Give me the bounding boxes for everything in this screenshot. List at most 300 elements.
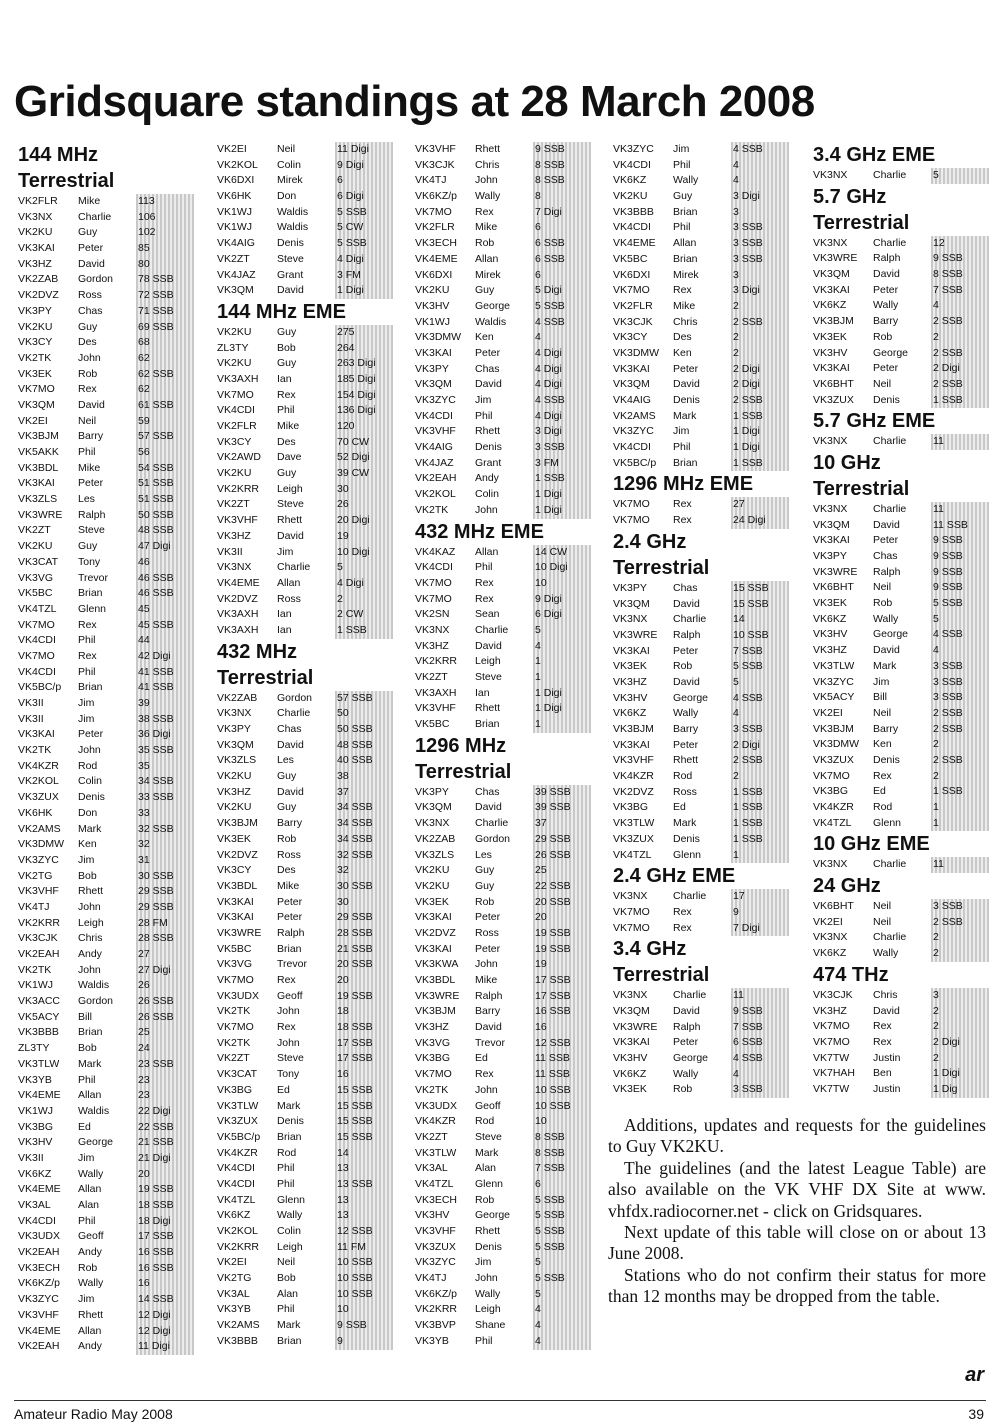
grid-count: 6	[533, 1177, 591, 1193]
grid-count: 30 SSB	[136, 869, 194, 885]
table-row	[613, 706, 753, 722]
operator-name: Wally	[475, 1287, 501, 1300]
callsign: VK2FLR	[18, 195, 58, 207]
operator-name: Rhett	[277, 514, 303, 527]
operator-name: Neil	[873, 581, 892, 594]
operator-name: David	[873, 268, 900, 281]
operator-name: Leigh	[78, 916, 104, 929]
grid-count: 22 Digi	[136, 1104, 194, 1120]
table-row	[415, 639, 544, 655]
grid-count: 5 SSB	[533, 1208, 591, 1224]
grid-count: 62 SSB	[136, 367, 194, 383]
column-2	[217, 142, 376, 1350]
grid-count: 2 Digi	[931, 361, 989, 377]
table-row	[415, 1051, 570, 1067]
grid-count: 28 SSB	[136, 931, 194, 947]
grid-count: 11	[931, 502, 989, 518]
grid-count: 15 SSB	[335, 1083, 393, 1099]
callsign: VK2KU	[613, 190, 648, 203]
table-row	[217, 419, 355, 435]
operator-name: Rod	[673, 770, 693, 783]
table-row	[613, 299, 753, 315]
table-row	[813, 549, 963, 565]
operator-name: Ralph	[873, 565, 901, 578]
grid-count: 17 SSB	[335, 1036, 393, 1052]
grid-count: 10	[533, 576, 591, 592]
grid-count: 16 SSB	[136, 1261, 194, 1277]
table-row	[813, 769, 939, 785]
table-row	[415, 1255, 544, 1271]
table-row	[415, 1177, 544, 1193]
table-row	[415, 158, 565, 174]
table-row	[613, 1035, 763, 1051]
grid-count: 1 SSB	[731, 800, 789, 816]
callsign: VK6KZ	[613, 707, 647, 720]
callsign: VK5AKK	[18, 446, 59, 458]
table-row	[217, 816, 373, 832]
table-row	[415, 440, 565, 456]
callsign: VK3HV	[613, 691, 648, 704]
operator-name: Leigh	[475, 1303, 501, 1316]
grid-count: 46	[136, 555, 194, 571]
grid-count: 7 Digi	[731, 921, 789, 937]
grid-count: 263 Digi	[335, 356, 393, 372]
callsign: VK2DVZ	[613, 785, 654, 798]
grid-count: 23	[136, 1073, 194, 1089]
operator-name: Jim	[475, 1256, 492, 1269]
table-row	[217, 545, 370, 561]
operator-name: Bob	[277, 1272, 296, 1285]
table-row	[415, 816, 547, 832]
operator-name: Allan	[475, 252, 499, 265]
table-row	[415, 560, 568, 576]
grid-count: 4 Digi	[335, 252, 393, 268]
callsign: VK2EAH	[18, 1340, 60, 1353]
grid-count: 8 SSB	[533, 1146, 591, 1162]
callsign: VK2KU	[217, 325, 252, 338]
grid-count: 10 SSB	[335, 1287, 393, 1303]
operator-name: David	[673, 378, 700, 391]
grid-count: 6 SSB	[731, 1035, 789, 1051]
operator-name: Geoff	[78, 1230, 104, 1243]
table-row	[613, 409, 763, 425]
operator-name: Andy	[78, 1246, 102, 1259]
callsign: VK4CDI	[217, 1162, 255, 1175]
grid-count: 21 SSB	[335, 942, 393, 958]
operator-name: Charlie	[475, 623, 509, 636]
callsign: VK3BJM	[415, 1005, 456, 1018]
callsign: VK3VHF	[415, 1225, 456, 1237]
table-row	[415, 973, 571, 989]
operator-name: Guy	[277, 770, 297, 783]
callsign: VK3AXH	[415, 686, 457, 699]
callsign: VK5ACY	[813, 691, 855, 704]
callsign: VK3BVP	[415, 1319, 456, 1332]
operator-name: Rob	[475, 1193, 495, 1206]
grid-count: 5	[533, 623, 591, 639]
callsign: VK3YB	[217, 1303, 251, 1316]
operator-name: Ralph	[873, 252, 901, 265]
callsign: VK3ZYC	[415, 1256, 456, 1269]
note-paragraph: Stations who do not confirm their status for more than 12 months may be dropped from the table.	[608, 1264, 986, 1307]
table-row	[415, 1036, 571, 1052]
callsign: VK2KU	[217, 357, 252, 370]
grid-count: 44	[136, 633, 194, 649]
operator-name: Grant	[277, 268, 304, 281]
callsign: VK3KWA	[415, 958, 459, 971]
table-row	[415, 879, 571, 895]
callsign: VK1WJ	[18, 979, 54, 992]
grid-count: 22 SSB	[533, 879, 591, 895]
grid-count: 30 SSB	[335, 879, 393, 895]
operator-name: Rex	[277, 974, 296, 986]
table-row	[18, 1167, 150, 1183]
callsign: VK4TZL	[18, 602, 57, 615]
table-row	[613, 158, 753, 174]
table-row	[217, 691, 373, 707]
callsign: VK2EI	[217, 143, 247, 155]
grid-count: 17 SSB	[136, 1229, 194, 1245]
table-row	[217, 466, 370, 482]
callsign: VK3NX	[18, 210, 53, 223]
operator-name: Jim	[475, 394, 492, 406]
grid-count: 4 Digi	[533, 409, 591, 425]
grid-count: 34 SSB	[335, 800, 393, 816]
table-row	[217, 372, 376, 388]
callsign: VK3EK	[217, 832, 251, 845]
callsign: VK4EME	[18, 1183, 61, 1196]
grid-count: 47 Digi	[136, 539, 194, 555]
table-row	[18, 1324, 171, 1340]
callsign: VK2ZAB	[18, 273, 59, 286]
table-row	[18, 822, 174, 838]
grid-count: 5 SSB	[335, 205, 393, 221]
table-row	[217, 173, 346, 189]
callsign: VK3QM	[217, 284, 254, 297]
band-section	[813, 184, 963, 409]
operator-name: Rex	[673, 498, 692, 511]
operator-name: Gordon	[277, 691, 313, 704]
callsign: VK3ZUX	[415, 1240, 456, 1253]
grid-count: 9 SSB	[931, 251, 989, 267]
table-row	[18, 304, 174, 320]
table-row	[18, 884, 174, 900]
callsign: VK2EAH	[415, 472, 457, 485]
grid-count: 3 SSB	[731, 220, 789, 236]
operator-name: Phil	[78, 446, 96, 458]
note-paragraph: Additions, updates and requests for the guidelines to Guy VK2KU.	[608, 1115, 986, 1157]
table-row	[813, 533, 963, 549]
table-row	[217, 1224, 373, 1240]
grid-count: 15 SSB	[731, 581, 789, 597]
grid-count: 1	[533, 654, 591, 670]
section-heading: 3.4 GHz	[613, 938, 687, 961]
grid-count: 38 SSB	[136, 712, 194, 728]
grid-count: 18 Digi	[136, 1214, 194, 1230]
operator-name: John	[277, 1036, 300, 1049]
callsign: VK5BC/p	[613, 456, 657, 469]
table-row	[813, 675, 963, 691]
callsign: VK3CJK	[613, 315, 653, 328]
table-row	[813, 596, 963, 612]
grid-count: 14 SSB	[136, 1292, 194, 1308]
callsign: VK3VHF	[217, 514, 258, 527]
table-row	[18, 1088, 150, 1104]
operator-name: Ed	[277, 1083, 290, 1096]
callsign: VK4CDI	[18, 1214, 56, 1227]
operator-name: John	[277, 1005, 300, 1018]
table-row	[217, 513, 370, 529]
grid-count: 51 SSB	[136, 476, 194, 492]
grid-count: 4 SSB	[731, 1051, 789, 1067]
operator-name: Phil	[78, 665, 96, 678]
table-row	[813, 565, 963, 581]
table-row	[415, 957, 547, 973]
grid-count: 62	[136, 382, 194, 398]
section-heading: 2.4 GHz EME	[613, 865, 736, 888]
operator-name: Phil	[277, 1303, 295, 1316]
grid-count: 1 Digi	[533, 686, 591, 702]
grid-count: 9 SSB	[335, 1318, 393, 1334]
grid-count: 13 SSB	[335, 1177, 393, 1193]
operator-name: David	[277, 284, 304, 297]
callsign: VK3AXH	[217, 372, 259, 385]
callsign: VK3HV	[813, 628, 848, 641]
grid-count: 4	[533, 639, 591, 655]
grid-count: 14	[335, 1146, 393, 1162]
grid-count: 70 CW	[335, 435, 393, 451]
callsign: VK3ZUX	[18, 791, 59, 804]
operator-name: Charlie	[873, 236, 907, 249]
grid-count: 33 SSB	[136, 790, 194, 806]
operator-name: Leigh	[475, 655, 501, 668]
table-row	[18, 288, 174, 304]
operator-name: Brian	[277, 942, 302, 955]
operator-name: Steve	[277, 498, 304, 511]
grid-count: 10	[335, 1302, 393, 1318]
callsign: VK3PY	[18, 304, 52, 317]
grid-count: 4 Digi	[533, 346, 591, 362]
grid-count: 10 SSB	[335, 1255, 393, 1271]
table-row	[18, 492, 174, 508]
callsign: VK6KZ	[18, 1167, 52, 1180]
callsign: VK3AL	[217, 1287, 250, 1300]
operator-name: Charlie	[873, 502, 907, 515]
operator-name: David	[277, 785, 304, 798]
operator-name: George	[673, 691, 709, 704]
callsign: VK3PY	[217, 723, 251, 735]
operator-name: Denis	[873, 753, 900, 766]
operator-name: Chas	[78, 304, 103, 317]
grid-count: 3 SSB	[931, 675, 989, 691]
callsign: VK2KU	[415, 284, 450, 297]
grid-count: 1 SSB	[731, 832, 789, 848]
table-row	[217, 236, 367, 252]
grid-count: 1	[931, 800, 989, 816]
callsign: VK5BC/p	[217, 1130, 261, 1143]
callsign: VK3BDL	[415, 974, 456, 986]
table-row	[415, 1161, 565, 1177]
operator-name: Glenn	[673, 848, 702, 861]
table-row	[813, 690, 963, 706]
grid-count: 5 SSB	[931, 596, 989, 612]
callsign: VK6KZ	[613, 1067, 647, 1080]
table-row	[813, 1004, 939, 1020]
grid-count: 9 SSB	[931, 533, 989, 549]
callsign: VK2DVZ	[18, 289, 59, 302]
grid-count: 2 Digi	[731, 362, 789, 378]
table-row	[415, 189, 544, 205]
grid-count: 78 SSB	[136, 272, 194, 288]
table-row	[415, 142, 565, 158]
grid-count: 2 Digi	[931, 1035, 989, 1051]
callsign: VK3BBB	[18, 1026, 59, 1039]
grid-count: 7 SSB	[533, 1161, 591, 1177]
band-section	[415, 733, 571, 1350]
operator-name: Jim	[277, 545, 294, 558]
grid-count: 18	[335, 1004, 393, 1020]
callsign: VK2KRR	[415, 655, 458, 668]
callsign: VK6DXI	[415, 268, 453, 281]
grid-count: 6	[335, 173, 393, 189]
grid-count: 19 SSB	[533, 926, 591, 942]
table-row	[217, 142, 369, 158]
operator-name: David	[475, 378, 502, 391]
callsign: VK2KRR	[18, 916, 61, 929]
grid-count: 7 Digi	[533, 205, 591, 221]
grid-count: 1 SSB	[731, 456, 789, 472]
table-row	[217, 1193, 349, 1209]
callsign: VK2KOL	[217, 158, 258, 171]
callsign: VK3DMW	[18, 838, 65, 851]
table-row	[18, 665, 174, 681]
table-row	[813, 314, 963, 330]
callsign: VK3ZYC	[613, 143, 654, 155]
callsign: VK7MO	[813, 769, 850, 782]
grid-count: 1	[931, 816, 989, 832]
callsign: VK2FLR	[613, 299, 653, 312]
table-row	[415, 330, 544, 346]
grid-count: 7 SSB	[731, 1020, 789, 1036]
table-row	[613, 1082, 763, 1098]
section-heading: Terrestrial	[613, 964, 710, 987]
callsign: VK3HZ	[613, 675, 647, 688]
operator-name: John	[475, 503, 498, 516]
grid-count: 21 SSB	[136, 1135, 194, 1151]
table-row	[813, 988, 939, 1004]
table-row	[18, 1057, 174, 1073]
grid-count: 10 SSB	[533, 1099, 591, 1115]
callsign: VK2TG	[217, 1272, 252, 1285]
operator-name: Grant	[475, 456, 502, 469]
operator-name: Denis	[475, 1240, 502, 1253]
table-row	[18, 539, 171, 555]
callsign: VK1WJ	[18, 1104, 54, 1117]
operator-name: David	[873, 518, 900, 531]
callsign: VK3KAI	[613, 738, 650, 751]
grid-count: 1 SSB	[533, 471, 591, 487]
operator-name: Ian	[277, 608, 292, 621]
grid-count: 18 SSB	[335, 1020, 393, 1036]
table-row	[813, 518, 968, 534]
table-row	[415, 236, 565, 252]
grid-count: 1 SSB	[731, 785, 789, 801]
grid-count: 1 SSB	[731, 409, 789, 425]
table-row	[217, 1067, 349, 1083]
section-heading: Terrestrial	[217, 666, 314, 689]
grid-count: 12 Digi	[136, 1324, 194, 1340]
table-row	[613, 988, 753, 1004]
section-heading: 5.7 GHz EME	[813, 410, 936, 433]
callsign: VK3PY	[415, 362, 449, 375]
table-row	[415, 1224, 565, 1240]
operator-name: Rob	[475, 237, 495, 250]
grid-count: 9 Digi	[335, 158, 393, 174]
operator-name: Ross	[475, 926, 499, 939]
callsign: VK4JAZ	[415, 456, 454, 469]
grid-count: 25	[533, 863, 591, 879]
callsign: VK3DMW	[813, 738, 860, 751]
callsign: VK3BG	[813, 785, 849, 798]
operator-name: Ken	[873, 738, 892, 751]
callsign: VK3CJK	[18, 932, 58, 945]
operator-name: Ross	[277, 848, 301, 861]
grid-count: 1 Digi	[533, 701, 591, 717]
table-row	[613, 1004, 763, 1020]
operator-name: Rob	[78, 367, 98, 380]
operator-name: David	[873, 644, 900, 657]
grid-count: 4	[731, 158, 789, 174]
operator-name: Ian	[277, 623, 292, 636]
operator-name: Mike	[277, 420, 300, 432]
grid-count: 2 SSB	[931, 706, 989, 722]
table-row	[415, 670, 544, 686]
operator-name: David	[78, 398, 105, 411]
operator-name: Wally	[673, 707, 699, 720]
grid-count: 39 SSB	[533, 785, 591, 801]
operator-name: Colin	[277, 158, 301, 171]
grid-count: 5 SSB	[533, 299, 591, 315]
table-row	[613, 362, 760, 378]
callsign: VK6KZ	[813, 299, 847, 312]
table-row	[217, 879, 373, 895]
operator-name: Guy	[673, 190, 693, 203]
grid-count: 32	[335, 863, 393, 879]
grid-count: 34 SSB	[136, 774, 194, 790]
callsign: VK4AIG	[613, 394, 651, 406]
operator-name: Denis	[78, 791, 105, 804]
table-row	[18, 382, 150, 398]
grid-count: 10 SSB	[533, 1083, 591, 1099]
operator-name: Allan	[78, 1183, 102, 1196]
operator-name: George	[873, 346, 909, 359]
table-row	[813, 267, 963, 283]
grid-count: 10 SSB	[731, 628, 789, 644]
operator-name: Bill	[873, 691, 888, 704]
table-row	[613, 440, 760, 456]
operator-name: Ralph	[673, 628, 701, 641]
operator-name: Wally	[673, 174, 699, 187]
grid-count: 2	[931, 330, 989, 346]
grid-count: 20 SSB	[335, 957, 393, 973]
grid-count: 12 Digi	[136, 1308, 194, 1324]
callsign: VK3CY	[217, 435, 252, 448]
operator-name: Phil	[78, 1073, 96, 1086]
callsign: VK3QM	[415, 378, 452, 391]
table-row	[613, 769, 753, 785]
table-row	[18, 1214, 171, 1230]
table-row	[18, 649, 171, 665]
